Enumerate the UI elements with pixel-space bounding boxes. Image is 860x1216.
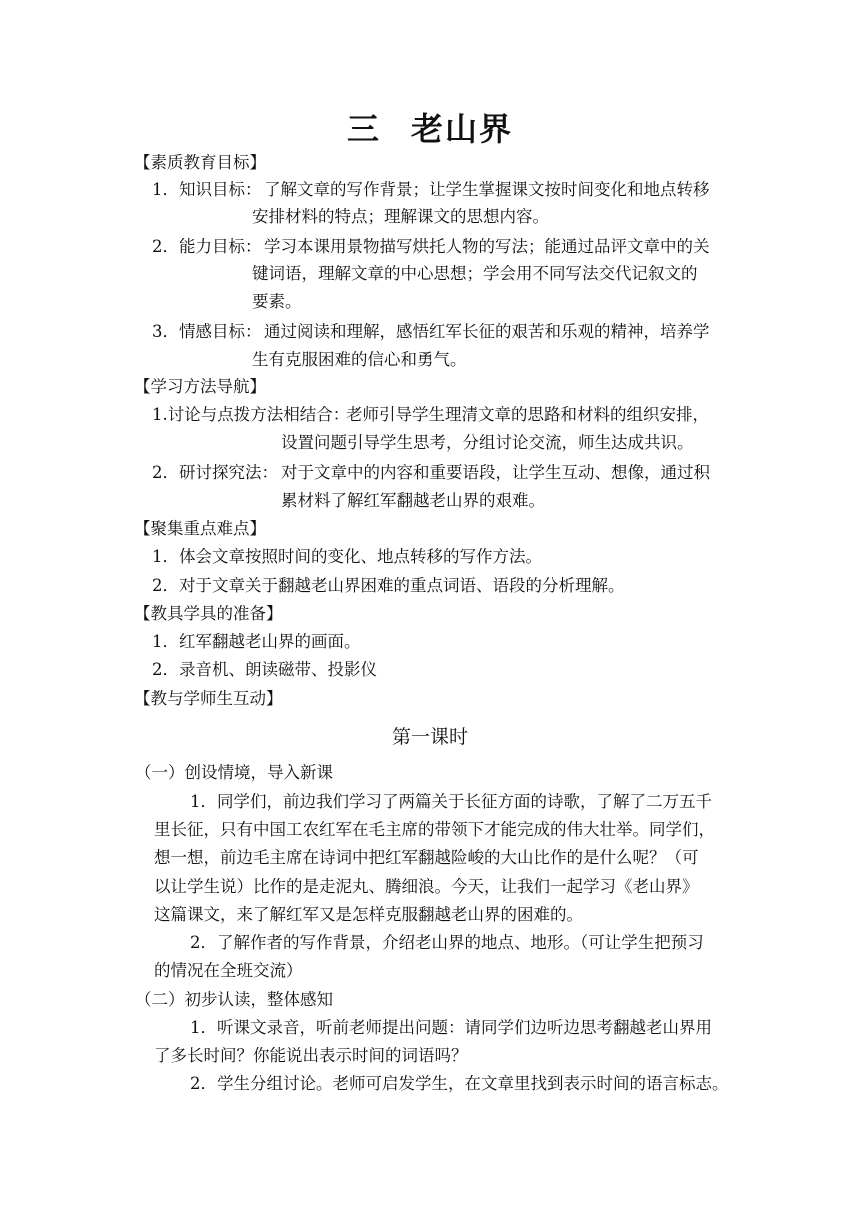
paragraph-line: 以让学生说）比作的是走泥丸、腾细浪。今天，让我们一起学习《老山界》: [154, 877, 699, 896]
paragraph-line: 想一想，前边毛主席在诗词中把红军翻越险峻的大山比作的是什么呢？（可: [154, 848, 699, 867]
title-number: 三: [346, 110, 381, 148]
method-item-line: 累材料了解红军翻越老山界的艰难。: [281, 491, 545, 510]
part-heading: （一）创设情境，导入新课: [135, 763, 333, 782]
goal-item-line: 要素。: [252, 292, 302, 311]
paragraph-line: 2．学生分组讨论。老师可启发学生，在文章里找到表示时间的语言标志。: [190, 1074, 729, 1093]
goal-item-line: 安排材料的特点；理解课文的思想内容。: [252, 207, 549, 226]
method-item-lead: 1.讨论与点拨方法相结合：: [152, 405, 350, 424]
paragraph-line: 1．同学们，前边我们学习了两篇关于长征方面的诗歌，了解了二万五千: [190, 792, 712, 811]
paragraph-line: 的情况在全班交流）: [154, 961, 303, 980]
method-item-lead: 2．研讨探究法：: [152, 463, 278, 482]
page-title: [0, 104, 860, 150]
lesson-title: 第一课时: [391, 726, 468, 748]
method-item-line: 对于文章中的内容和重要语段，让学生互动、想像，通过积: [281, 463, 710, 482]
method-item-line: 老师引导学生理清文章的思路和材料的组织安排，: [346, 405, 709, 424]
section-header-methods: 【学习方法导航】: [134, 377, 266, 396]
goal-item-line: 通过阅读和理解，感悟红军长征的艰苦和乐观的精神，培养学: [264, 322, 710, 341]
goal-item-line: 键词语，理解文章的中心思想；学会用不同写法交代记叙文的: [252, 264, 698, 283]
focus-item: 2．对于文章关于翻越老山界困难的重点词语、语段的分析理解。: [152, 576, 625, 595]
tools-item: 2．录音机、朗读磁带、投影仪: [152, 660, 377, 679]
paragraph-line: 2．了解作者的写作背景，介绍老山界的地点、地形。（可让学生把预习: [190, 933, 704, 952]
goal-item-lead: 3．情感目标：: [152, 322, 262, 341]
paragraph-line: 这篇课文，来了解红军又是怎样克服翻越老山界的困难的。: [154, 905, 583, 924]
paragraph-line: 了多长时间？你能说出表示时间的词语吗？: [154, 1046, 468, 1065]
method-item-line: 设置问题引导学生思考，分组讨论交流，师生达成共识。: [281, 433, 694, 452]
paragraph-line: 里长征，只有中国工农红军在毛主席的带领下才能完成的伟大壮举。同学们，: [154, 820, 715, 839]
title-name: 老山界: [411, 110, 514, 148]
section-header-interaction: 【教与学师生互动】: [134, 689, 283, 708]
section-header-focus: 【聚集重点难点】: [134, 519, 266, 538]
goal-item-line: 了解文章的写作背景；让学生掌握课文按时间变化和地点转移: [264, 180, 710, 199]
goal-item-line: 学习本课用景物描写烘托人物的写法；能通过品评文章中的关: [264, 237, 710, 256]
tools-item: 1．红军翻越老山界的画面。: [152, 632, 361, 651]
section-header-goals: 【素质教育目标】: [134, 153, 266, 172]
focus-item: 1．体会文章按照时间的变化、地点转移的写作方法。: [152, 547, 542, 566]
part-heading: （二）初步认读，整体感知: [135, 990, 333, 1009]
goal-item-lead: 2．能力目标：: [152, 237, 262, 256]
paragraph-line: 1．听课文录音，听前老师提出问题：请同学们边听边思考翻越老山界用: [190, 1018, 712, 1037]
section-header-tools: 【教具学具的准备】: [134, 604, 283, 623]
goal-item-line: 生有克服困难的信心和勇气。: [252, 350, 467, 369]
goal-item-lead: 1．知识目标：: [152, 180, 262, 199]
